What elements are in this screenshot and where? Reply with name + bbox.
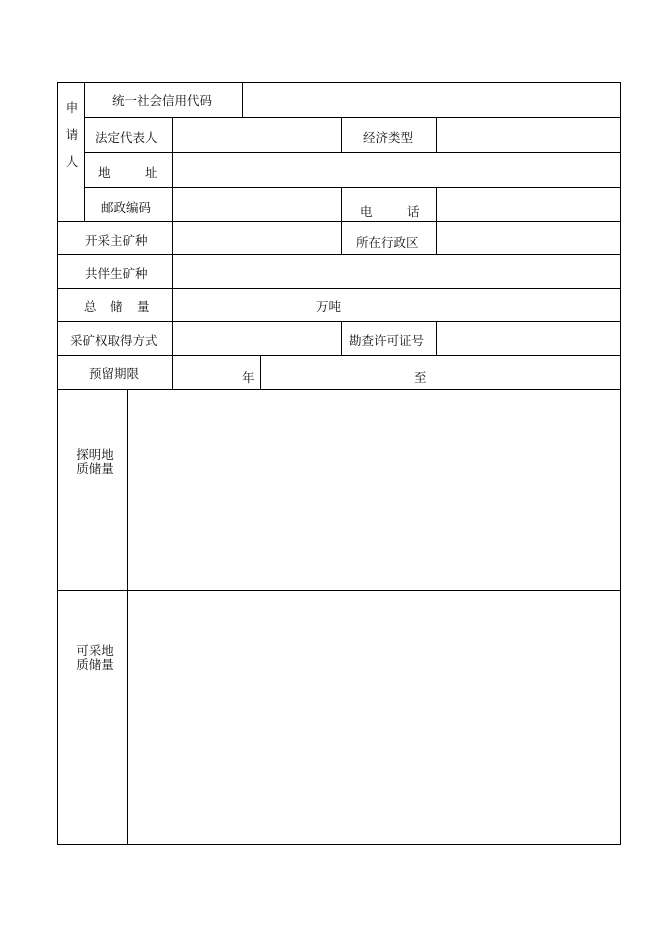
econ-type-label: 经济类型 — [363, 130, 414, 145]
legal-rep-label: 法定代表人 — [95, 130, 158, 145]
exploration-license-field[interactable] — [437, 322, 620, 355]
postcode-label: 邮政编码 — [101, 200, 152, 215]
phone-label-1: 电 — [360, 204, 373, 219]
phone-field[interactable] — [437, 188, 620, 221]
associated-mineral-label: 共伴生矿种 — [85, 266, 148, 281]
proven-reserve-label — [75, 448, 115, 476]
associated-mineral-field[interactable] — [173, 255, 620, 288]
credit-code-field[interactable] — [243, 83, 620, 117]
total-reserve-label-2: 储 — [110, 299, 123, 314]
address-label-2: 址 — [145, 165, 158, 180]
main-mineral-label: 开采主矿种 — [85, 233, 148, 248]
label-char: 申 — [65, 100, 79, 115]
main-mineral-field[interactable] — [173, 222, 341, 254]
applicant-group-label — [65, 94, 79, 175]
table-border-right — [620, 82, 621, 845]
label-char: 请 — [65, 127, 79, 142]
address-field[interactable] — [173, 153, 620, 187]
phone-label-2: 话 — [407, 204, 420, 219]
unit-label: 万吨 — [316, 299, 342, 314]
mining-right-method-label: 采矿权取得方式 — [70, 333, 158, 348]
postcode-field[interactable] — [173, 188, 341, 221]
table-border-left — [57, 82, 58, 845]
reserve-years-field[interactable] — [173, 356, 239, 389]
legal-rep-field[interactable] — [173, 118, 341, 152]
divider — [341, 187, 342, 254]
reserve-end-field[interactable] — [430, 356, 620, 389]
divider — [57, 288, 621, 289]
econ-type-field[interactable] — [437, 118, 620, 152]
divider — [341, 321, 342, 355]
label-line: 质储量 — [76, 657, 114, 672]
divider — [84, 82, 85, 221]
minable-reserve-label — [75, 644, 115, 672]
table-border-bottom — [57, 844, 621, 845]
reserve-start-field[interactable] — [261, 356, 411, 389]
proven-reserve-field[interactable] — [128, 390, 620, 590]
year-label: 年 — [242, 370, 255, 385]
admin-region-field[interactable] — [437, 222, 620, 254]
credit-code-label: 统一社会信用代码 — [112, 93, 213, 108]
label-line: 质储量 — [76, 461, 114, 476]
label-char: 人 — [65, 154, 79, 169]
to-label: 至 — [414, 370, 427, 385]
total-reserve-field[interactable] — [173, 289, 313, 321]
minable-reserve-field[interactable] — [128, 591, 620, 844]
exploration-license-label: 勘查许可证号 — [349, 333, 425, 348]
total-reserve-label-3: 量 — [137, 299, 150, 314]
total-reserve-label-1: 总 — [84, 299, 97, 314]
admin-region-label: 所在行政区 — [356, 235, 419, 250]
reserve-period-label: 预留期限 — [89, 366, 140, 381]
mining-right-method-field[interactable] — [173, 322, 341, 355]
divider — [341, 117, 342, 152]
address-label-1: 地 — [98, 165, 111, 180]
label-line: 可采地 — [76, 643, 114, 658]
label-line: 探明地 — [76, 447, 114, 462]
